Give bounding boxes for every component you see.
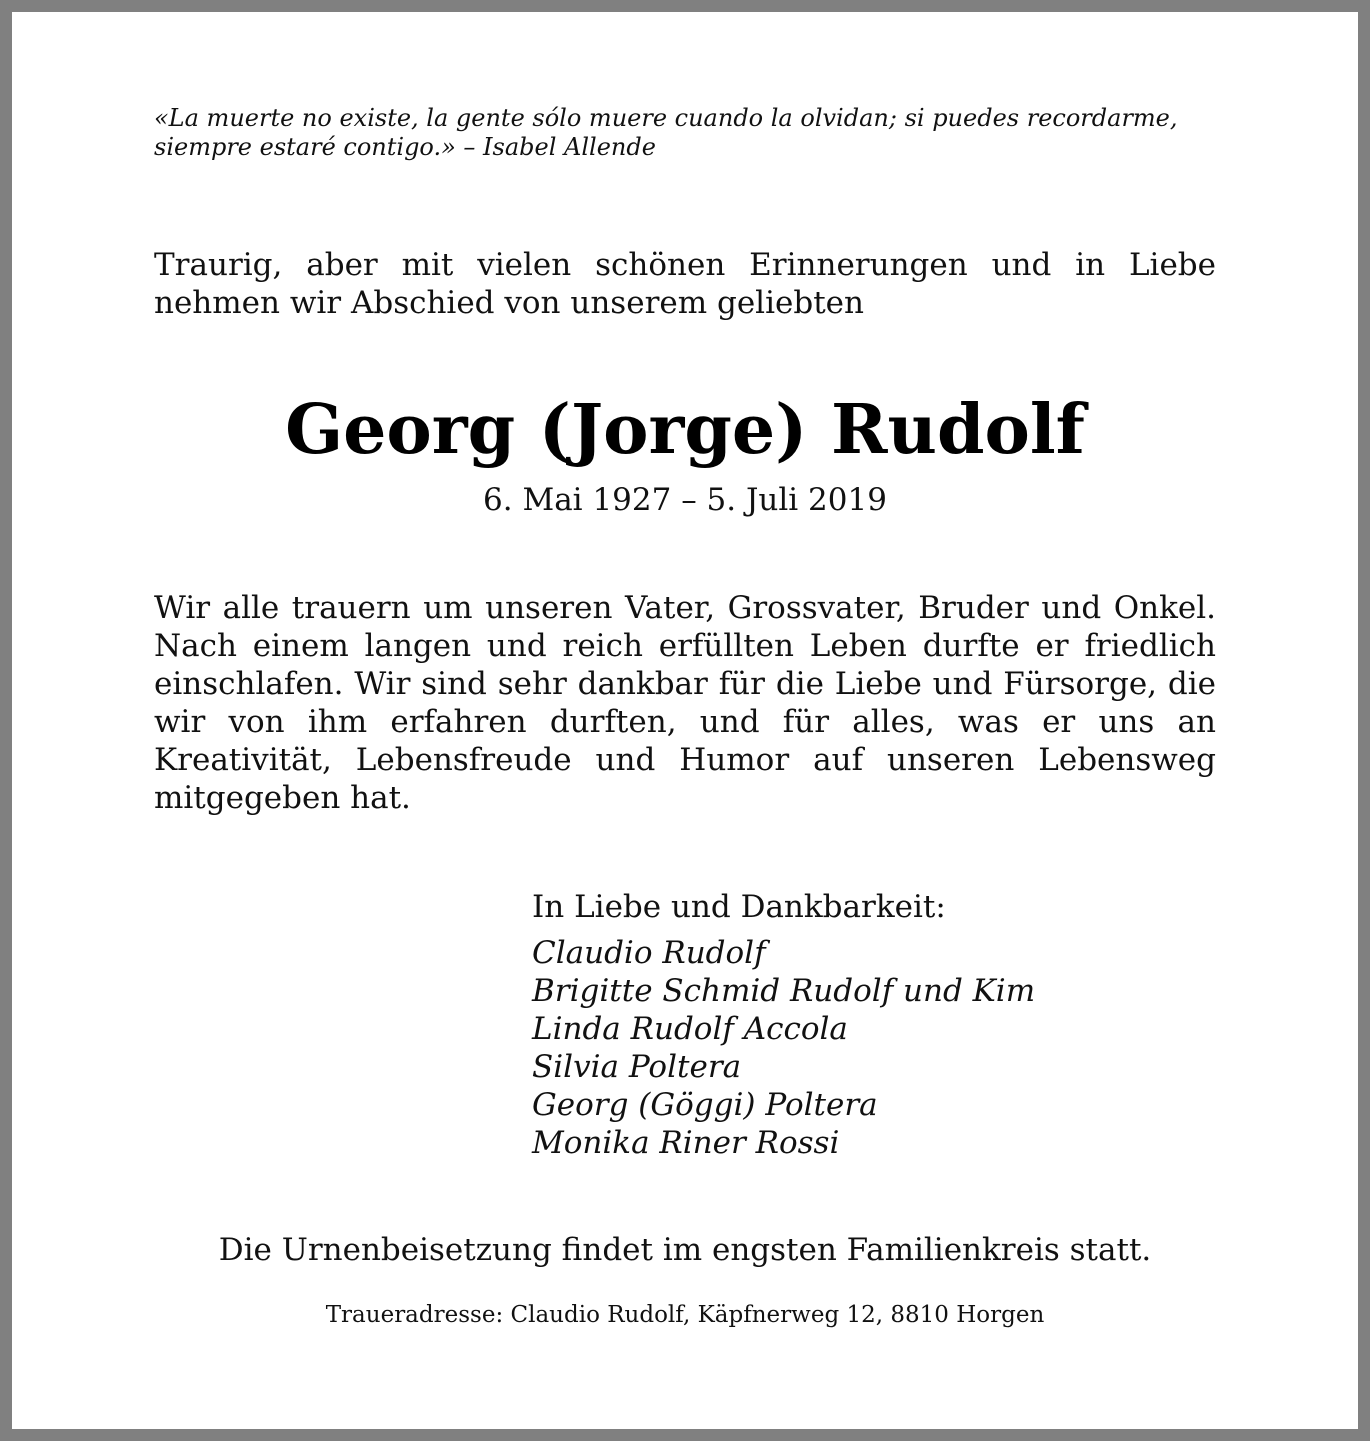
epigraph-quote: «La muerte no existe, la gente sólo muere cuando la olvidan; si puedes recordarme, siempre estaré contigo.» – Isabel Allende <box>154 104 1178 161</box>
signer-name: Brigitte Schmid Rudolf und Kim <box>532 973 1036 1009</box>
deceased-name: Georg (Jorge) Rudolf <box>285 390 1085 470</box>
signers-list <box>532 934 1035 1162</box>
body-text: Wir alle trauern um unseren Vater, Grossvater, Bruder und Onkel. Nach einem langen und reich erfüllten Leben durfte er friedlich einschlafen. Wir sind sehr dankbar für die Liebe und Fürsorge, die wir von ihm erfahren durften, und für alles, was er uns an Kreativität, Lebensfreude und Humor auf unseren Lebensweg mitgegeben hat. <box>154 590 1216 816</box>
signoff-line: In Liebe und Dankbarkeit: <box>532 889 946 925</box>
signer-name: Georg (Göggi) Poltera <box>532 1087 878 1123</box>
intro-text: Traurig, aber mit vielen schönen Erinnerungen und in Liebe nehmen wir Abschied von unserem geliebten <box>154 247 1216 321</box>
mourning-address: Traueradresse: Claudio Rudolf, Käpfnerweg 12, 8810 Horgen <box>325 1302 1045 1328</box>
signer-name: Linda Rudolf Accola <box>532 1011 848 1047</box>
obituary-page <box>12 12 1358 1429</box>
burial-notice: Die Urnenbeisetzung findet im engsten Familienkreis statt. <box>218 1232 1152 1268</box>
signer-name: Silvia Poltera <box>532 1049 742 1085</box>
life-dates: 6. Mai 1927 – 5. Juli 2019 <box>483 482 887 518</box>
signer-name: Monika Riner Rossi <box>532 1125 840 1161</box>
signer-name: Claudio Rudolf <box>532 935 766 971</box>
